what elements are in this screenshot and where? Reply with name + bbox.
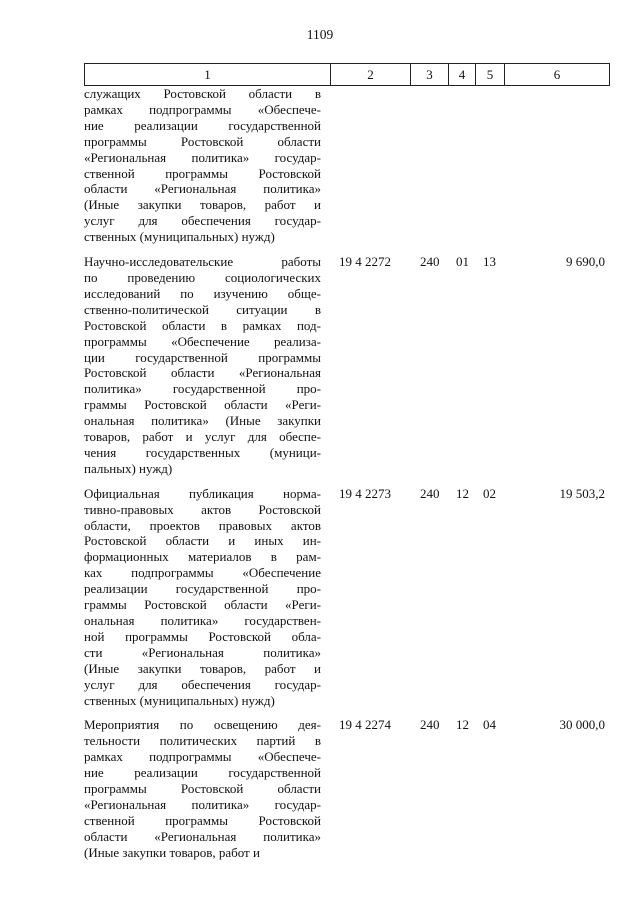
row-description xyxy=(84,486,321,709)
table-header xyxy=(84,63,610,86)
target-article-code: 19 4 2272 xyxy=(339,254,391,270)
description-line: ной программы Ростовской обла- xyxy=(84,628,321,644)
header-col-2: 2 xyxy=(331,64,411,86)
description-line: чения государственных (муници- xyxy=(84,444,321,460)
description-line: ственной программы Ростовской xyxy=(84,165,321,181)
description-line: ственной программы Ростовской xyxy=(84,812,321,828)
description-line: программы Ростовской области xyxy=(84,133,321,149)
expense-type-code: 240 xyxy=(420,254,440,270)
description-line: ональная политика» (Иные закупки xyxy=(84,413,321,429)
section-code: 01 xyxy=(456,254,469,270)
description-line: ственных (муниципальных) нужд) xyxy=(84,229,275,245)
description-line: услуг для обеспечения государ- xyxy=(84,213,321,229)
expense-type-code: 240 xyxy=(420,717,440,733)
table-row xyxy=(84,254,611,477)
description-line: по проведению социологических xyxy=(84,269,321,285)
description-line: Официальная публикация норма- xyxy=(84,485,321,501)
description-line: ние реализации государственной xyxy=(84,117,321,133)
description-line: (Иные закупки товаров, работ и xyxy=(84,844,260,860)
description-line: исследований по изучению обще- xyxy=(84,285,321,301)
description-line: товаров, работ и услуг для обеспе- xyxy=(84,429,321,445)
row-description xyxy=(84,86,321,245)
target-article-code: 19 4 2273 xyxy=(339,485,391,501)
section-code: 12 xyxy=(456,717,469,733)
table-body xyxy=(84,86,611,870)
description-line: граммы Ростовской области «Реги- xyxy=(84,597,321,613)
description-line: политика» государственной про- xyxy=(84,381,321,397)
amount-value: 9 690,0 xyxy=(566,254,605,270)
description-line: ственных (муниципальных) нужд) xyxy=(84,692,275,708)
description-line: сти «Региональная политика» xyxy=(84,644,321,660)
target-article-code: 19 4 2274 xyxy=(339,717,391,733)
description-line: Научно-исследовательские работы xyxy=(84,254,321,270)
description-line: ции государственной программы xyxy=(84,349,321,365)
description-line: ние реализации государственной xyxy=(84,765,321,781)
subsection-code: 04 xyxy=(483,717,496,733)
description-line: ональная политика» государствен- xyxy=(84,613,321,628)
header-col-1: 1 xyxy=(85,64,331,86)
description-line: реализации государственной про- xyxy=(84,581,321,597)
description-line: «Региональная политика» государ- xyxy=(84,796,321,812)
table-row xyxy=(84,486,611,709)
description-line: Ростовской области «Региональная xyxy=(84,365,321,381)
description-line: формационных материалов в рам- xyxy=(84,549,321,565)
description-line: ственно-политической ситуации в xyxy=(84,301,321,317)
page-number: 1109 xyxy=(306,27,334,42)
description-line: пальных) нужд) xyxy=(84,460,173,476)
subsection-code: 02 xyxy=(483,485,496,501)
description-line: Ростовской области и иных ин- xyxy=(84,533,321,549)
row-description xyxy=(84,717,321,860)
description-line: ках подпрограммы «Обеспечение xyxy=(84,565,321,581)
description-line: Мероприятия по освещению дея- xyxy=(84,717,321,733)
expense-type-code: 240 xyxy=(420,485,440,501)
header-col-5: 5 xyxy=(476,64,505,86)
description-line: программы «Обеспечение реализа- xyxy=(84,333,321,349)
description-line: области, проектов правовых актов xyxy=(84,517,321,533)
amount-value: 30 000,0 xyxy=(559,717,605,733)
description-line: «Региональная политика» государ- xyxy=(84,149,321,165)
description-line: области «Региональная политика» xyxy=(84,828,321,844)
description-line: граммы Ростовской области «Реги- xyxy=(84,397,321,413)
description-line: рамках подпрограммы «Обеспече- xyxy=(84,101,321,117)
section-code: 12 xyxy=(456,485,469,501)
table-row xyxy=(84,86,611,245)
description-line: области «Региональная политика» xyxy=(84,181,321,197)
description-line: рамках подпрограммы «Обеспече- xyxy=(84,749,321,765)
description-line: программы Ростовской области xyxy=(84,781,321,797)
description-line: служащих Ростовской области в xyxy=(84,86,321,101)
header-col-4: 4 xyxy=(449,64,476,86)
description-line: Ростовской области в рамках под- xyxy=(84,317,321,333)
description-line: (Иные закупки товаров, работ и xyxy=(84,660,321,676)
header-col-6: 6 xyxy=(505,64,610,86)
amount-value: 19 503,2 xyxy=(559,485,605,501)
description-line: тельности политических партий в xyxy=(84,733,321,749)
header-col-3: 3 xyxy=(411,64,449,86)
description-line: (Иные закупки товаров, работ и xyxy=(84,197,321,213)
table-row xyxy=(84,717,611,860)
subsection-code: 13 xyxy=(483,254,496,270)
row-description xyxy=(84,254,321,477)
description-line: услуг для обеспечения государ- xyxy=(84,676,321,692)
description-line: тивно-правовых актов Ростовской xyxy=(84,501,321,517)
